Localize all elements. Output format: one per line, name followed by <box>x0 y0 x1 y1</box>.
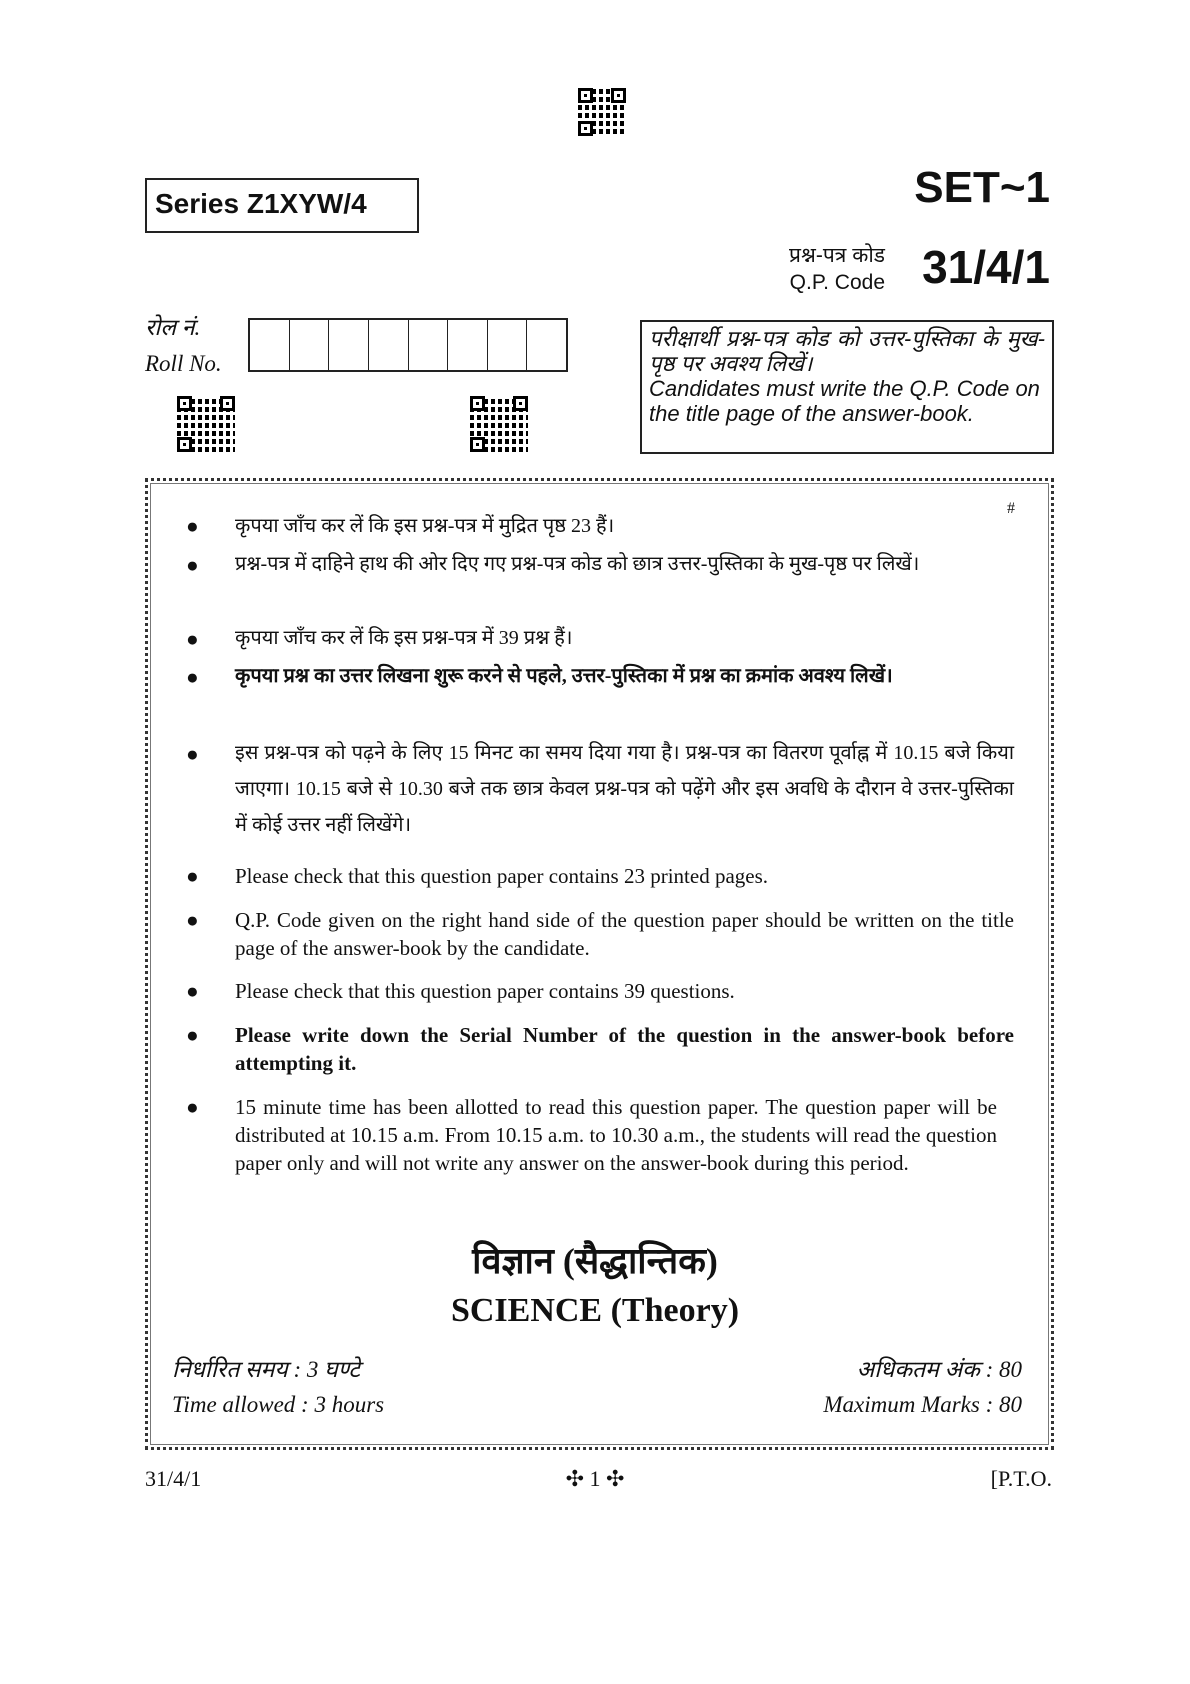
roll-label <box>145 310 222 382</box>
instruction-item: इस प्रश्न-पत्र को पढ़ने के लिए 15 मिनट का समय दिया गया है। प्रश्न-पत्र का वितरण पूर्वाह्न में 10.15 बजे किया जाएगा। 10.15 बजे से 10.30 बजे तक छात्र केवल प्रश्न-पत्र को पढ़ेंगे और इस अवधि के दौरान वे उत्तर-पुस्तिका में कोई उत्तर नहीं लिखेंगे। <box>235 742 1014 836</box>
maximum-marks <box>823 1352 1022 1422</box>
qp-code-note <box>640 320 1054 454</box>
qp-code: 31/4/1 <box>922 241 1050 293</box>
marks-en: Maximum Marks : 80 <box>823 1392 1022 1417</box>
bullet-icon: ● <box>186 627 199 651</box>
pto-label: [P.T.O. <box>990 1466 1052 1491</box>
qp-code-label-hi: प्रश्न-पत्र कोड <box>789 244 885 267</box>
series-label: Series Z1XYW/4 <box>145 178 419 233</box>
instruction-item: Please write down the Serial Number of the question in the answer-book before attempting it. <box>235 1023 1014 1075</box>
bullet-icon: ● <box>186 1023 199 1047</box>
qr-code-top <box>578 88 626 136</box>
bullet-icon: ● <box>186 514 199 538</box>
qr-code-left <box>177 396 235 452</box>
roll-label-hi: रोल नं. <box>145 315 201 340</box>
roll-label-en: Roll No. <box>145 351 222 376</box>
instruction-item: 15 minute time has been allotted to read this question paper. The question paper will be distributed at 10.15 a.m. From 10.15 a.m. to 10.30 a.m., the students will read the question paper only and will not write any answer on the answer-book during this period. <box>235 1095 997 1175</box>
instruction-item: Q.P. Code given on the right hand side of the question paper should be written on the title page of the answer-book by the candidate. <box>235 908 1014 960</box>
bullet-icon: ● <box>186 979 199 1003</box>
roll-number-boxes[interactable] <box>248 318 568 372</box>
bullet-icon: ● <box>186 553 199 577</box>
bullet-icon: ● <box>186 864 199 888</box>
bullet-icon: ● <box>186 742 199 766</box>
subject-title-hindi: विज्ञान (सैद्धान्तिक) <box>472 1241 718 1281</box>
instruction-item: Please check that this question paper contains 39 questions. <box>235 979 735 1003</box>
subject-title-english: SCIENCE (Theory) <box>450 1292 740 1329</box>
qr-code-middle <box>470 396 528 452</box>
instruction-item: कृपया जाँच कर लें कि इस प्रश्न-पत्र में 39 प्रश्न हैं। <box>235 627 573 649</box>
bullet-icon: ● <box>186 908 199 932</box>
qp-code-label <box>760 242 885 296</box>
time-en: Time allowed : 3 hours <box>172 1392 385 1417</box>
hash-mark: # <box>1007 500 1015 517</box>
set-label: SET~1 <box>914 163 1050 212</box>
bullet-icon: ● <box>186 1095 199 1119</box>
time-hi: निर्धारित समय : 3 घण्टे <box>172 1357 360 1382</box>
time-allowed <box>172 1352 384 1422</box>
bullet-icon: ● <box>186 665 199 689</box>
note-hindi: परीक्षार्थी प्रश्न-पत्र कोड को उत्तर-पुस्तिका के मुख-पृष्ठ पर अवश्य लिखें। <box>649 326 1045 376</box>
instruction-item: कृपया जाँच कर लें कि इस प्रश्न-पत्र में मुद्रित पृष्ठ 23 हैं। <box>235 515 615 537</box>
instruction-item: कृपया प्रश्न का उत्तर लिखना शुरू करने से पहले, उत्तर-पुस्तिका में प्रश्न का क्रमांक अवश्य लिखें। <box>235 665 893 687</box>
marks-hi: अधिकतम अंक : 80 <box>856 1357 1022 1382</box>
instruction-item: प्रश्न-पत्र में दाहिने हाथ की ओर दिए गए प्रश्न-पत्र कोड को छात्र उत्तर-पुस्तिका के मुख-पृष्ठ पर लिखें। <box>235 553 920 575</box>
footer-code: 31/4/1 <box>145 1466 202 1491</box>
instruction-item: Please check that this question paper contains 23 printed pages. <box>235 864 769 888</box>
qp-code-label-en: Q.P. Code <box>789 271 885 294</box>
page-number: ✣ 1 ✣ <box>565 1466 625 1491</box>
note-english: Candidates must write the Q.P. Code on the title page of the answer-book. <box>649 376 1040 426</box>
